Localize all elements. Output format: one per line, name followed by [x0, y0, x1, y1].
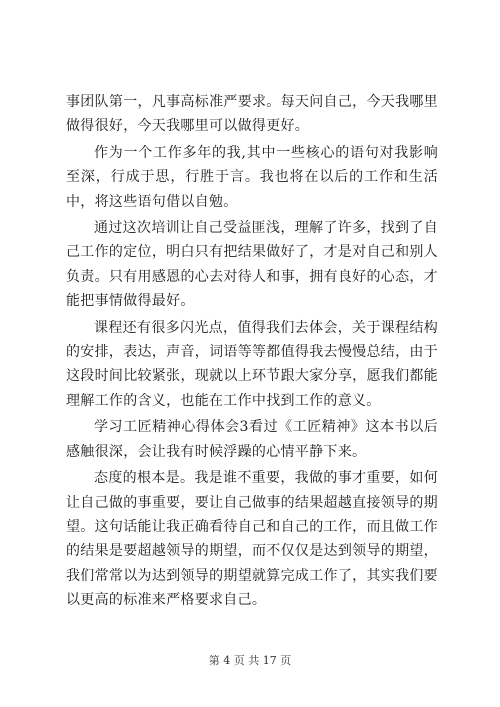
- paragraph-2: 作为一个工作多年的我,其中一些核心的语句对我影响至深，行成于思，行胜于言。我也将在以后的工作和生活中，将这些语句借以自勉。: [66, 144, 438, 210]
- paragraph-6: 态度的根本是。我是谁不重要，我做的事才重要，如何让自己做的事重要，要让自己做事的结果超越直接领导的期望。这句话能让我正确看待自己和自己的工作，而且做工作的结果是要超越领导的期望，而不仅仅是达到领导的期望，我们常常以为达到领导的期望就算完成工作了，其实我们要以更高的标准来严格要求自己。: [66, 470, 438, 609]
- document-body: [66, 90, 438, 615]
- paragraph-3: 通过这次培训让自己受益匪浅，理解了许多，找到了自己工作的定位，明白只有把结果做好了，才是对自己和别人负责。只有用感恩的心去对待人和事，拥有良好的心态，才能把事情做得最好。: [66, 220, 438, 310]
- paragraph-1: 事团队第一，凡事高标准严要求。每天问自己，今天我哪里做得很好，今天我哪里可以做得更好。: [66, 94, 438, 135]
- paragraph-5: 学习工匠精神心得体会3看过《工匠精神》这本书以后感触很深，会让我有时候浮躁的心情平静下来。: [66, 419, 438, 460]
- page-footer: 第 4 页 共 17 页: [208, 654, 292, 667]
- paragraph-4: 课程还有很多闪光点，值得我们去体会，关于课程结构的安排，表达，声音，词语等等都值得我去慢慢总结，由于这段时间比较紧张，现就以上环节跟大家分享，愿我们都能理解工作的含义，也能在工作中找到工作的意义。: [66, 319, 438, 409]
